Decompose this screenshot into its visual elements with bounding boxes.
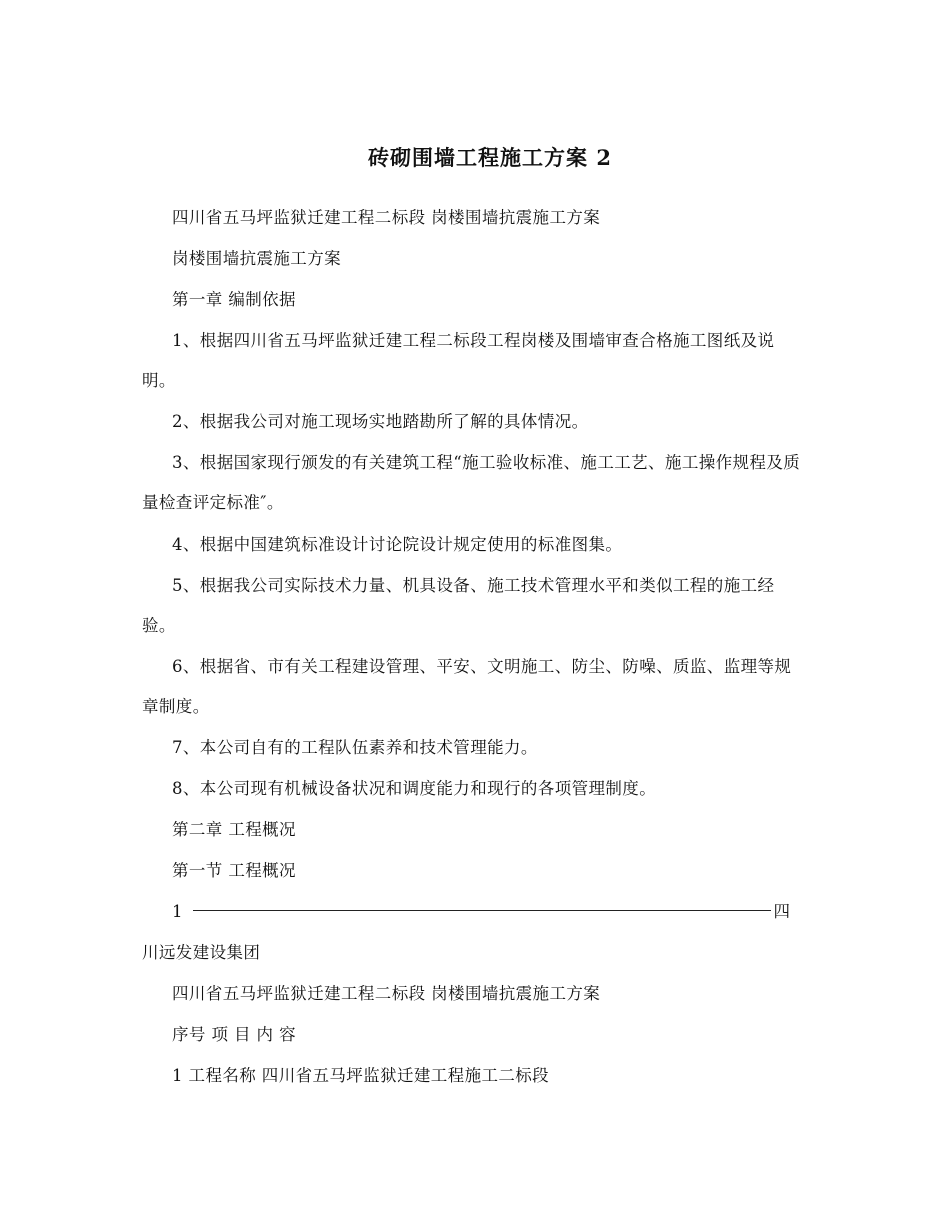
list-item: 4、根据中国建筑标准设计讨论院设计规定使用的标准图集。 bbox=[172, 535, 623, 554]
document-title: 砖砌围墙工程施工方案 2 bbox=[368, 145, 612, 170]
list-item: 8、本公司现有机械设备状况和调度能力和现行的各项管理制度。 bbox=[172, 779, 657, 798]
list-item: 6、根据省、市有关工程建设管理、平安、文明施工、防尘、防噪、质监、监理等规章制度。 bbox=[142, 657, 792, 716]
list-item: 2、根据我公司对施工现场实地踏勘所了解的具体情况。 bbox=[172, 412, 589, 431]
table-row: 1 工程名称 四川省五马坪监狱迁建工程施工二标段 bbox=[172, 1066, 550, 1085]
section-heading: 第一节 工程概况 bbox=[172, 861, 296, 880]
chapter-heading: 第二章 工程概况 bbox=[172, 820, 296, 839]
page-number: 1 bbox=[172, 902, 183, 921]
header-paragraph: 四川省五马坪监狱迁建工程二标段 岗楼围墙抗震施工方案 bbox=[172, 208, 601, 227]
header-paragraph: 四川省五马坪监狱迁建工程二标段 岗楼围墙抗震施工方案 bbox=[172, 984, 601, 1003]
table-header-row: 序号 项 目 内 容 bbox=[172, 1025, 296, 1044]
chapter-heading: 第一章 编制依据 bbox=[172, 290, 296, 309]
footer-trailing-text: 四 bbox=[773, 902, 790, 921]
page-footer-divider bbox=[142, 892, 804, 932]
list-item: 7、本公司自有的工程队伍素养和技术管理能力。 bbox=[172, 738, 538, 757]
footer-company: 川远发建设集团 bbox=[142, 943, 261, 962]
subtitle-paragraph: 岗楼围墙抗震施工方案 bbox=[172, 249, 341, 268]
list-item: 5、根据我公司实际技术力量、机具设备、施工技术管理水平和类似工程的施工经验。 bbox=[142, 576, 775, 635]
list-item: 3、根据国家现行颁发的有关建筑工程“施工验收标准、施工工艺、施工操作规程及质量检查评定标准″。 bbox=[142, 453, 801, 512]
list-item: 1、根据四川省五马坪监狱迁建工程二标段工程岗楼及围墙审查合格施工图纸及说明。 bbox=[142, 331, 775, 390]
divider-line bbox=[193, 910, 771, 911]
